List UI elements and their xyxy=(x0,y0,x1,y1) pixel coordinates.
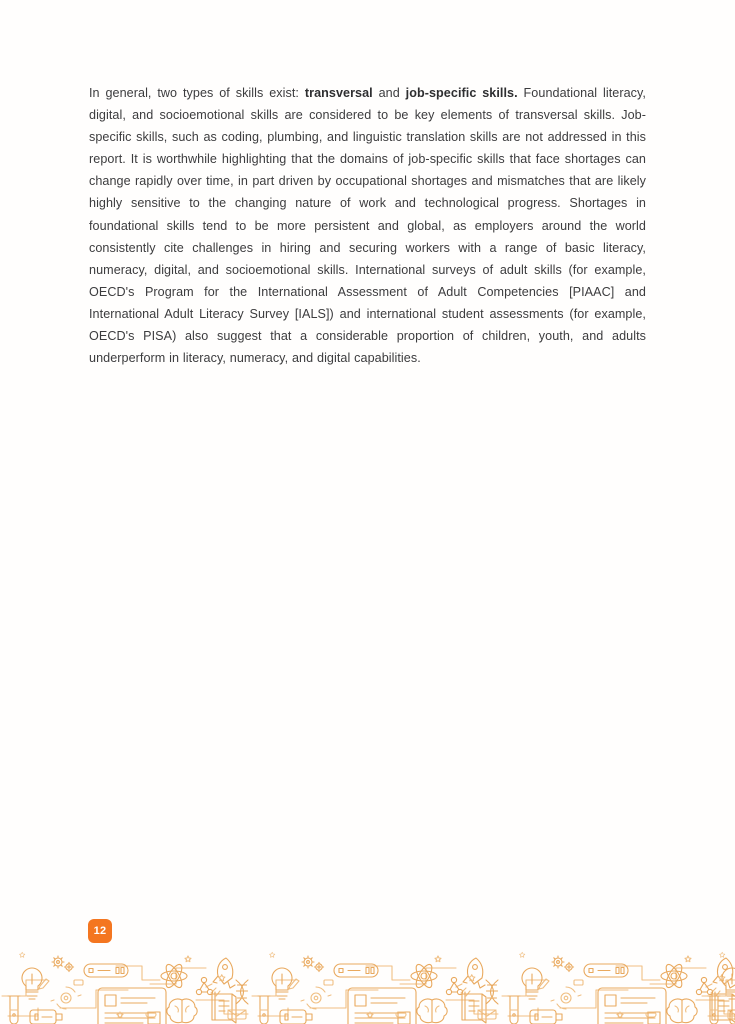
footer-decoration-band xyxy=(0,950,735,1024)
page-content xyxy=(89,82,646,369)
page-number-badge xyxy=(88,919,112,943)
body-emphasis: job-specific skills. xyxy=(405,86,518,100)
body-emphasis: transversal xyxy=(304,86,373,100)
page-number-label: 12 xyxy=(93,925,107,937)
body-paragraph: In general, two types of skills exist: transversal and job-specific skills. Foundational literacy, digital, and socioemotional skills are considered to be key elements of transversal skills. Job-specific skills, such as coding, plumbing, and linguistic translation skills are not addressed in this report. It is worthwhile highlighting that the domains of job-specific skills that face shortages can change rapidly over time, in part driven by occupational shortages and mismatches that are likely highly sensitive to the changing nature of work and technological progress. Shortages in foundational skills tend to be more persistent and global, as employers around the world consistently cite challenges in hiring and securing workers with a range of basic literacy, numeracy, digital, and socioemotional skills. International surveys of adult skills (for example, OECD's Program for the International Assessment of Adult Competencies [PIAAC] and International Adult Literacy Survey [IALS]) and international student assessments (for example, OECD's PISA) also suggest that a considerable proportion of children, youth, and adults underperform in literacy, numeracy, and digital capabilities. xyxy=(89,86,646,366)
